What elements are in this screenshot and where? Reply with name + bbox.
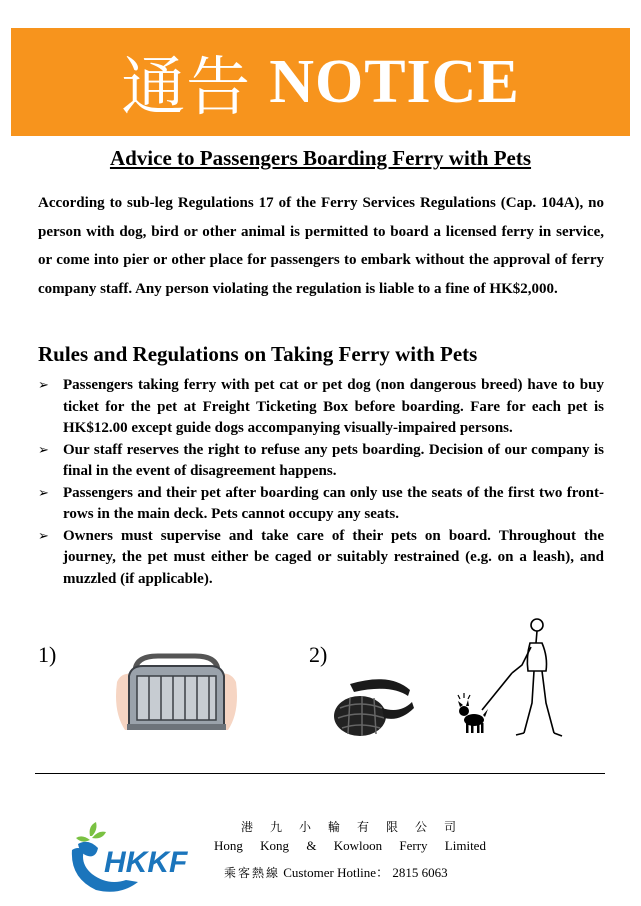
notice-title: Advice to Passengers Boarding Ferry with Pets [109,146,532,170]
pet-carrier-icon [113,652,240,732]
company-name-word: Ferry [399,838,428,853]
arrow-bullet-icon: ➢ [38,378,49,393]
illustration-label-1: 1) [38,642,57,667]
rule-text: Owners must supervise and take care of their pets on board. Throughout the journey, the pet must either be caged or suitably restrained (e.g. on a leash), and muzzled (if applicable). [63,527,604,587]
company-name-word: & [306,838,317,853]
company-name-word: Limited [444,838,486,853]
banner-title-en: NOTICE [269,47,520,116]
arrow-bullet-icon: ➢ [38,528,49,544]
company-name-word: Kong [260,838,290,853]
rule-item [38,440,604,483]
footer-divider [35,773,605,774]
rule-item [38,483,604,526]
arrow-bullet-icon: ➢ [38,442,49,458]
company-name-word: Kowloon [333,838,383,853]
hkkf-logo [68,822,196,894]
rule-text: Passengers taking ferry with pet cat or pet dog (non dangerous breed) have to buy ticket for the pet at Freight Ticketing Box before boarding. Fare for each pet is HK$12.00 except guide dogs accompanying visually-impaired persons. [63,377,604,436]
company-name-en [214,838,486,854]
company-name-zh: 港九小輪有限公司 [240,820,473,834]
company-info [214,818,486,881]
person-walking-dog-icon [452,615,572,740]
rule-text: Passengers and their pet after boarding can only use the seats of the first two front-rows in the main deck. Pets cannot occupy any seats. [63,484,604,522]
rules-list [38,375,604,590]
rule-item [38,526,604,591]
logo-text: HKKF [104,846,188,879]
rule-text: Our staff reserves the right to refuse any pets boarding. Decision of our company is final in the event of disagreement happens. [63,441,604,479]
hotline-label-zh: 乘客熱線 [224,866,281,880]
company-name-word: Hong [214,838,243,853]
rule-item [38,375,604,440]
rules-heading: Rules and Regulations on Taking Ferry with Pets [38,342,478,366]
hotline-number: 2815 6063 [392,865,448,880]
hotline-label-en: Customer Hotline： [283,865,390,880]
banner-title-zh: 通告 [121,51,252,125]
arrow-bullet-icon: ➢ [38,485,49,501]
dog-muzzle-icon [330,678,415,742]
illustration-label-2: 2) [309,642,328,667]
customer-hotline [214,862,486,881]
intro-paragraph: According to sub-leg Regulations 17 of the Ferry Services Regulations (Cap. 104A), no person with dog, bird or other animal is permitted to board a licensed ferry in service, or come into pier or other place for passengers to embark without the approval of ferry company staff. Any person violating the regulation is liable to a fine of HK$2,000. [38,195,604,297]
notice-banner [11,28,630,136]
